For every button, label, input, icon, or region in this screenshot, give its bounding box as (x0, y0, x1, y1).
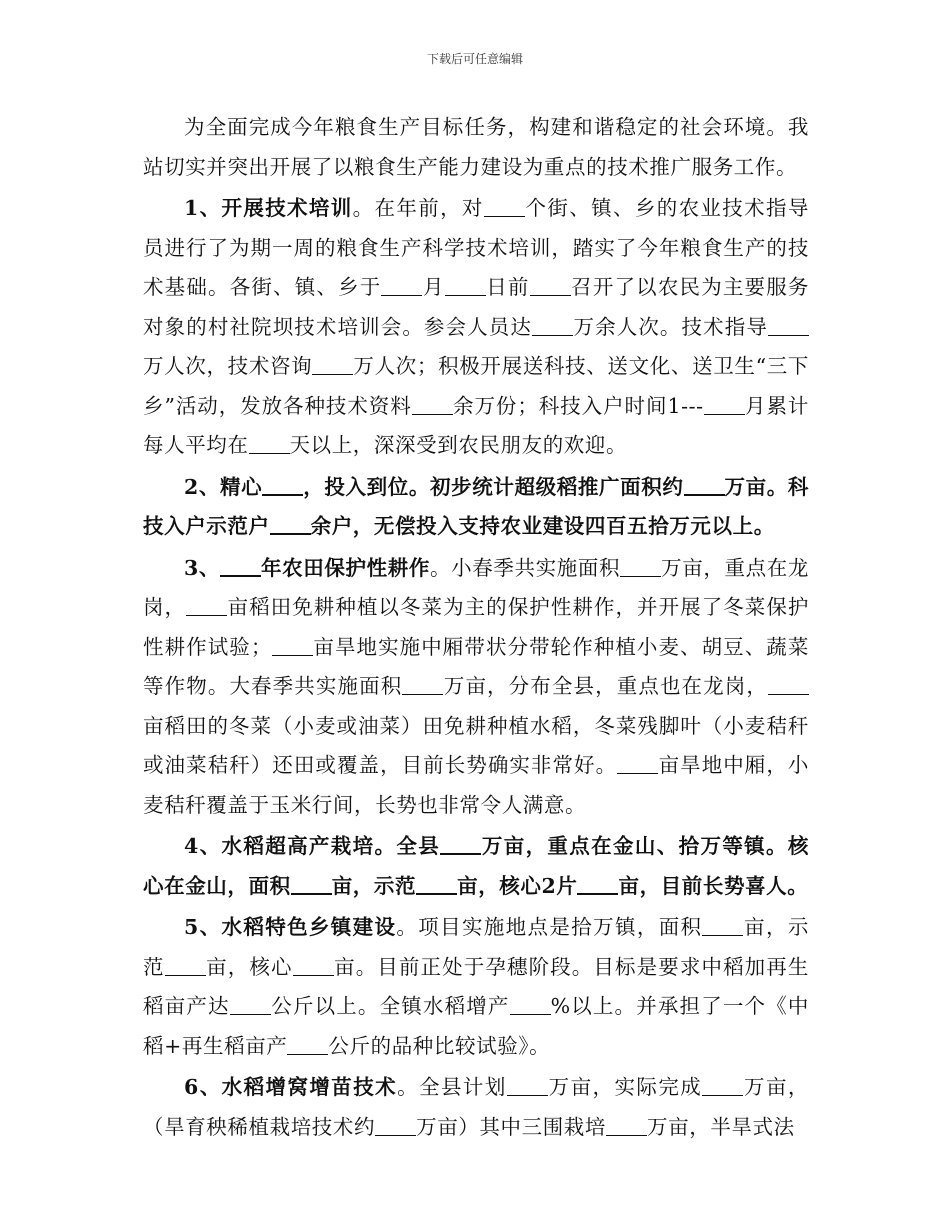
blank-field (532, 314, 573, 336)
section-6-title: 6、水稻增窝增苗技术 (184, 1075, 398, 1099)
section-3-paragraph: 3、 年农田保护性耕作。小春季共实施面积 万亩，重点在龙岗， 亩稻田免耕种植以冬菜为主的保护性耕作，并开展了冬菜保护性耕作试验； 亩旱地实施中厢带状分带轮作种植小麦、胡豆、蔬菜等作物。大春季共实施面积 万亩，分布全县，重点也在龙岗，亩稻田的冬菜（小麦或油菜）田免耕种植水稻，冬菜残脚叶（小麦秸秆或油菜秸秆）还田或覆盖，目前长势确实非常好。 亩旱地中厢，小麦秸秆覆盖于玉米行间，长势也非常令人满意。 (143, 555, 810, 817)
intro-paragraph: 为全面完成今年粮食生产目标任务，构建和谐稳定的社会环境。我站切实并突出开展了以粮食生产能力建设为重点的技术推广服务工作。 (143, 115, 809, 179)
blank-field (617, 753, 658, 775)
blank-field (220, 554, 261, 577)
section-5-title: 5、水稻特色乡镇建设 (184, 915, 397, 939)
blank-field (412, 393, 453, 415)
blank-field (768, 674, 809, 696)
blank-field (381, 275, 422, 297)
blank-field (704, 393, 745, 415)
blank-field (165, 954, 206, 976)
blank-field (230, 994, 271, 1016)
section-5-paragraph: 5、水稻特色乡镇建设。项目实施地点是拾万镇，面积 亩，示范 亩，核心 亩。目前正处于孕穗阶段。目标是要求中稻加再生稻亩产达 公斤以上。全镇水稻增产 %以上。并承担了一个《中稻+再生稻亩产 公斤的品种比较试验》。 (143, 915, 810, 1058)
blank-field (577, 872, 618, 895)
blank-field (702, 915, 743, 937)
blank-field (445, 275, 486, 297)
blank-field (440, 833, 481, 856)
section-1-paragraph: 1、开展技术培训。在年前，对 个街、镇、乡的农业技术指导员进行了为期一周的粮食生产科学技术培训，踏实了今年粮食生产的技术基础。各街、镇、乡于 月 日前 召开了以农民为主要服务对象的村社院坝技术培训会。参会人员达 万余人次。技术指导万人次，技术咨询 万人次；积极开展送科技、送文化、送卫生“三下乡”活动，发放各种技术资料 余万份；科技入户时间1--- 月累计每人平均在 天以上，深深受到农民朋友的欢迎。 (143, 196, 809, 457)
document-body (143, 108, 809, 1149)
blank-field (262, 473, 303, 496)
page-header: 下载后可任意编辑 (426, 52, 523, 66)
blank-field (484, 196, 525, 218)
section-1-title: 1、开展技术培训 (184, 196, 353, 220)
blank-field (530, 275, 571, 297)
blank-field (507, 1075, 548, 1097)
blank-field (291, 872, 332, 895)
blank-field (702, 1075, 743, 1097)
blank-field (375, 1114, 416, 1136)
blank-field (312, 354, 353, 376)
blank-field (510, 994, 551, 1016)
section-2-paragraph: 2、精心 ，投入到位。初步统计超级稻推广面积约 万亩。科技入户示范户 余户，无偿投入支持农业建设四百五拾万元以上。 (143, 474, 809, 538)
section-6-paragraph: 6、水稻增窝增苗技术。全县计划 万亩，实际完成 万亩，（旱育秧稀植栽培技术约 万亩）其中三围栽培 万亩，半旱式法 (143, 1075, 810, 1139)
blank-field (186, 595, 227, 617)
blank-field (293, 954, 334, 976)
blank-field (684, 473, 725, 496)
blank-field (416, 872, 457, 895)
blank-field (620, 555, 661, 577)
section-4-paragraph: 4、水稻超高产栽培。全县 万亩，重点在金山、拾万等镇。核心在金山，面积 亩，示范 亩，核心2片 亩，目前长势喜人。 (143, 834, 809, 898)
blank-field (249, 433, 290, 455)
blank-field (270, 513, 311, 536)
blank-field (287, 1033, 328, 1055)
section-3-title: 3、 年农田保护性耕作 (184, 555, 431, 580)
blank-field (606, 1114, 647, 1136)
blank-field (272, 634, 313, 656)
blank-field (402, 674, 443, 696)
blank-field (768, 314, 809, 336)
